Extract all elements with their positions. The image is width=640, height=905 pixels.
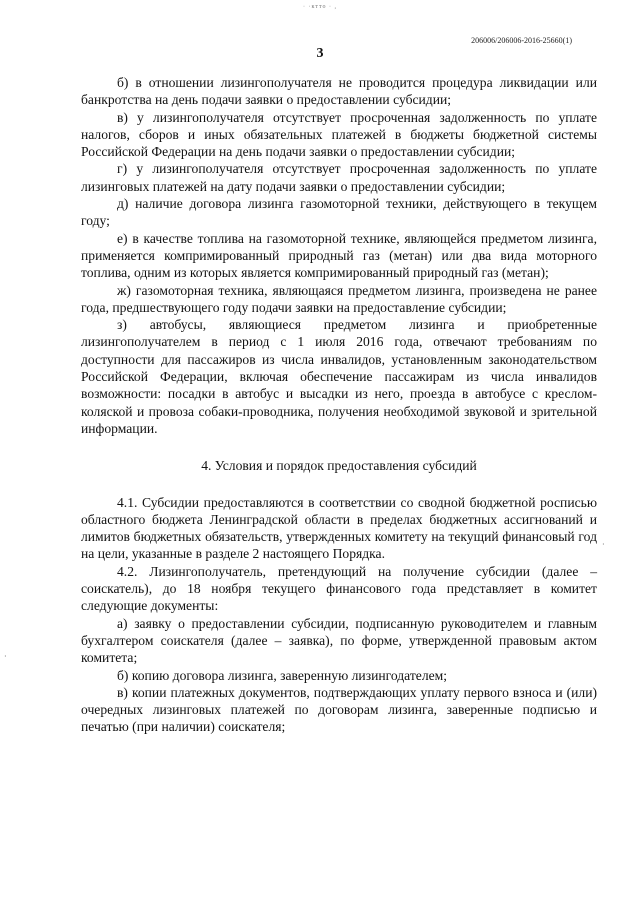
paragraph-v: в) у лизингополучателя отсутствует просроченная задолженность по уплате налогов, сборов и иных обязательных платежей в бюджеты бюджетной системы Российской Федерации на день подачи заявки о предоставлении субсидии; (81, 109, 597, 160)
paragraph-e: е) в качестве топлива на газомоторной технике, являющейся предметом лизинга, применяется компримированный природный газ (метан) или два вида моторного топлива, одним из которых является компримированный природный газ (метан); (81, 230, 597, 281)
section-heading: 4. Условия и порядок предоставления субсидий (201, 458, 477, 474)
document-number: 206006/206006-2016-25660(1) (471, 36, 572, 45)
scan-speck: · (4, 652, 7, 661)
document-body (81, 74, 597, 736)
scan-speck: · (602, 540, 605, 549)
paragraph-4-1: 4.1. Субсидии предоставляются в соответствии со сводной бюджетной росписью областного бюджета Ленинградской области в пределах бюджетных ассигнований и лимитов бюджетных обязательств, утвержденных комитету на текущий финансовый год на цели, указанные в разделе 2 настоящего Порядка. (81, 494, 597, 562)
scan-top-mark: · ·ктто · , (303, 4, 337, 10)
paragraph-b2: б) копию договора лизинга, заверенную лизингодателем; (117, 667, 448, 683)
paragraph-4-2: 4.2. Лизингополучатель, претендующий на получение субсидии (далее – соискатель), до 18 ноября текущего финансового года представляет в комитет следующие документы: (81, 563, 597, 614)
paragraph-v2: в) копии платежных документов, подтверждающих уплату первого взноса и (или) очередных лизинговых платежей по договорам лизинга, заверенные подписью и печатью (при наличии) соискателя; (81, 684, 597, 735)
paragraph-a: а) заявку о предоставлении субсидии, подписанную руководителем и главным бухгалтером соискателя (далее – заявка), по форме, утвержденной правовым актом комитета; (81, 615, 597, 666)
paragraph-z: з) автобусы, являющиеся предметом лизинга и приобретенные лизингополучателем в период с 1 июля 2016 года, отвечают требованиям по доступности для пассажиров из числа инвалидов, установленным законодательством Российской Федерации, включая обеспечение пассажирам из числа инвалидов возможности: посадки в автобус и высадки из него, проезда в автобусе с креслом-коляской и провоза собаки-проводника, получения необходимой звуковой и зрительной информации. (81, 317, 597, 436)
paragraph-d: д) наличие договора лизинга газомоторной техники, действующего в текущем году; (81, 196, 597, 229)
paragraph-g: г) у лизингополучателя отсутствует просроченная задолженность по уплате лизинговых платежей на дату подачи заявки о предоставлении субсидии; (81, 161, 597, 194)
paragraph-b: б) в отношении лизингополучателя не проводится процедура ликвидации или банкротства на день подачи заявки о предоставлении субсидии; (81, 75, 597, 108)
page-number: 3 (316, 46, 324, 61)
paragraph-zh: ж) газомоторная техника, являющаяся предметом лизинга, произведена не ранее года, предшествующего году подачи заявки на предоставление субсидии; (81, 282, 597, 315)
